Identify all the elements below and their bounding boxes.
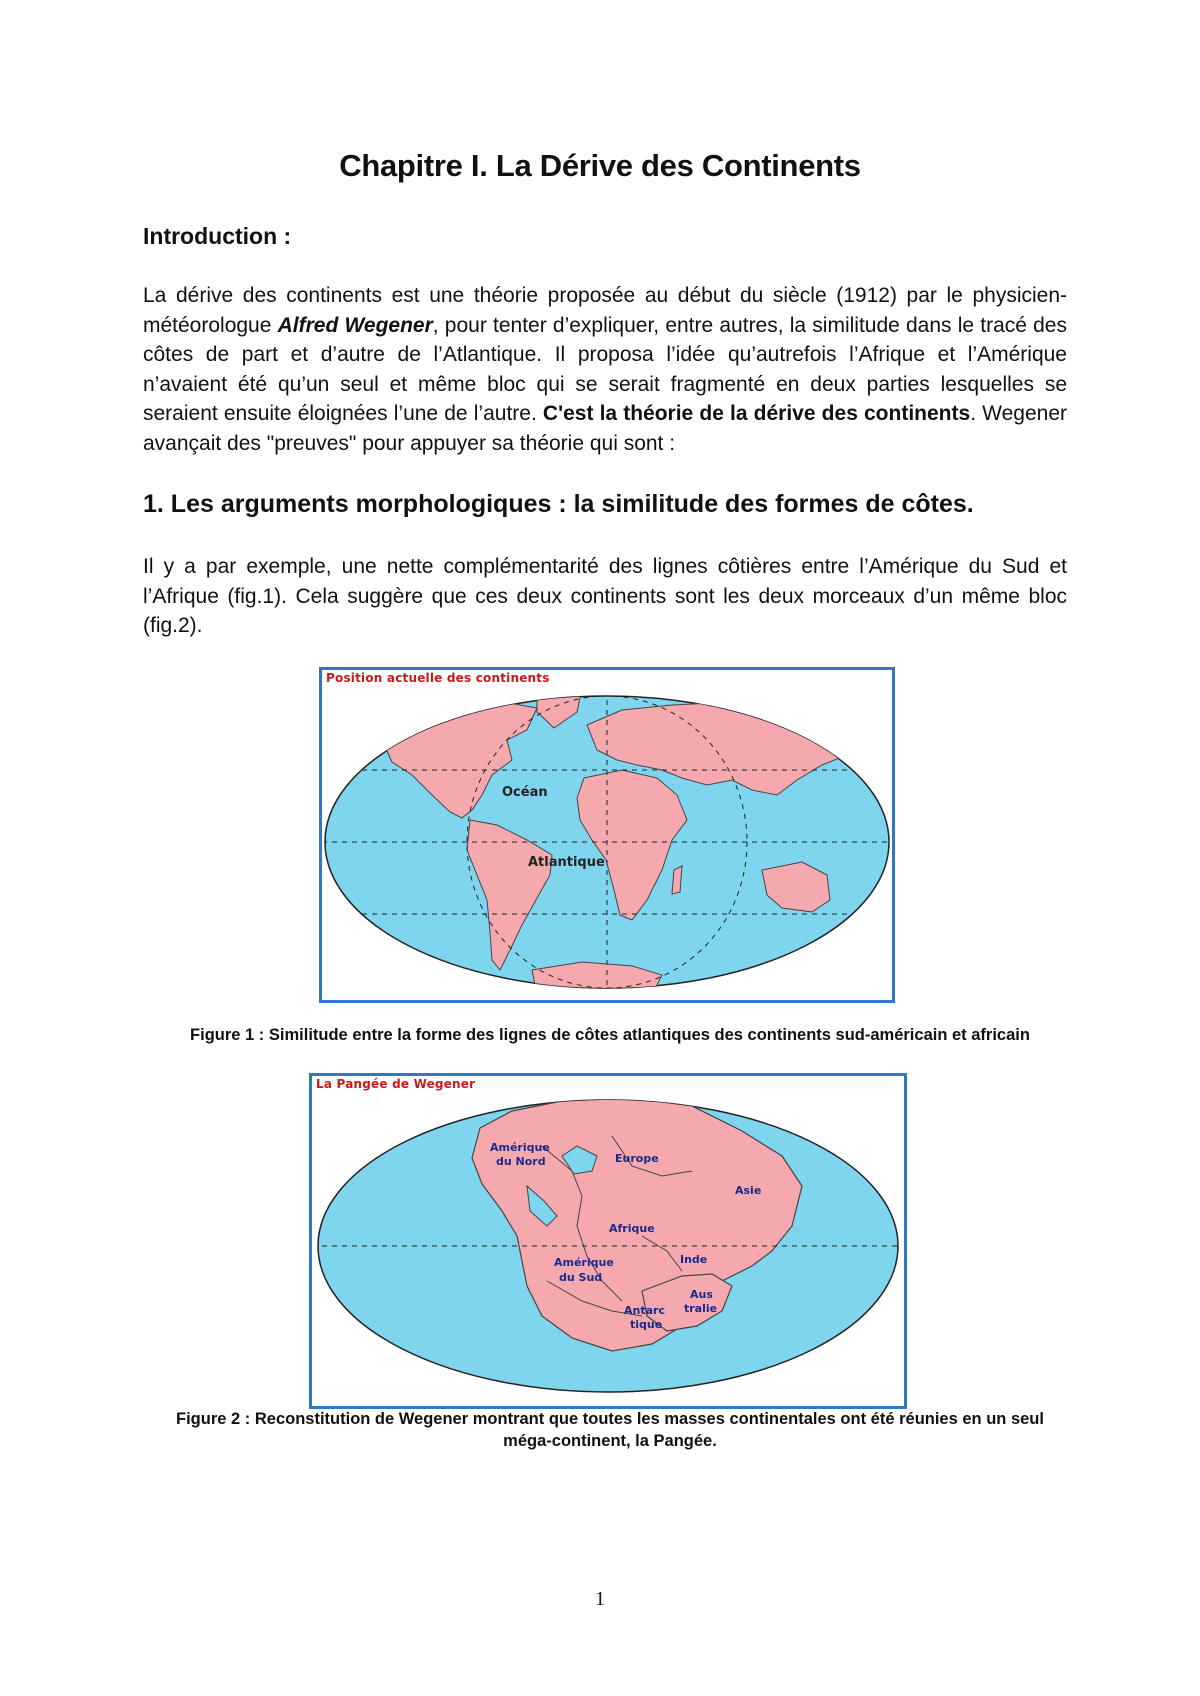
introduction-paragraph <box>143 281 1067 458</box>
inde-label: Inde <box>680 1253 708 1266</box>
amerique-nord-label-1: Amérique <box>490 1141 550 1154</box>
page-number: 1 <box>595 1588 605 1610</box>
antarctique-label-2: tique <box>630 1318 663 1331</box>
section-1-paragraph: Il y a par exemple, une nette complémentarité des lignes côtières entre l’Amérique du Sud et l’Afrique (fig.1). Cela suggère que ces deux continents sont les deux morceaux d’un même bloc (fig.2). <box>143 555 1067 637</box>
introduction-heading: Introduction : <box>143 223 292 249</box>
world-map-current <box>322 670 892 1000</box>
figure-2-caption-text: Reconstitution de Wegener montrant que toutes les masses continentales ont été réunies en un seul méga-continent, la Pangée. <box>254 1410 1044 1450</box>
amerique-sud-label-1: Amérique <box>554 1256 614 1269</box>
australie-label-1: Aus <box>690 1288 713 1301</box>
figure-2-map <box>309 1073 907 1409</box>
intro-text-3: . Wegener avançait des "preuves" pour appuyer sa théorie qui sont : <box>143 402 1067 455</box>
asie-label: Asie <box>735 1184 762 1197</box>
europe-label: Europe <box>615 1152 659 1165</box>
australie-label-2: tralie <box>684 1302 718 1315</box>
figure-2-caption-label: Figure 2 : <box>176 1410 255 1428</box>
figure-1-map-title: Position actuelle des continents <box>326 671 550 685</box>
intro-text-1: La dérive des continents est une théorie proposée au début du siècle (1912) par le physicien-météorologue <box>143 284 1067 337</box>
amerique-sud-label-2: du Sud <box>559 1271 603 1284</box>
antarctique-label-1: Antarc <box>624 1304 665 1317</box>
pangea-map <box>312 1076 904 1406</box>
figure-2-map-title: La Pangée de Wegener <box>316 1077 476 1091</box>
ocean-label: Océan <box>502 785 548 800</box>
figure-1-map <box>319 667 895 1003</box>
figure-2-caption <box>170 1408 1050 1452</box>
section-1-heading: 1. Les arguments morphologiques : la similitude des formes de côtes. <box>143 490 974 518</box>
amerique-nord-label-2: du Nord <box>496 1155 546 1168</box>
afrique-label: Afrique <box>609 1222 655 1235</box>
figure-1-caption: Figure 1 : Similitude entre la forme des lignes de côtes atlantiques des continents sud-américain et africain <box>190 1026 1030 1044</box>
page-title: Chapitre I. La Dérive des Continents <box>339 148 861 183</box>
author-name: Alfred Wegener <box>277 313 433 337</box>
theory-statement: C'est la théorie de la dérive des continents <box>542 402 971 425</box>
madagascar-shape <box>672 866 682 894</box>
atlantique-label: Atlantique <box>528 855 605 870</box>
intro-text-2: , pour tenter d’expliquer, entre autres, la similitude dans le tracé des côtes de part et d’autre de l’Atlantique. Il proposa l’idée qu’autrefois l’Afrique et l’Amérique n’avaient été qu’un seul et même bloc qui se serait fragmenté en deux parties lesquelles se seraient ensuite éloignées l’une de l’autre. <box>143 313 1067 425</box>
